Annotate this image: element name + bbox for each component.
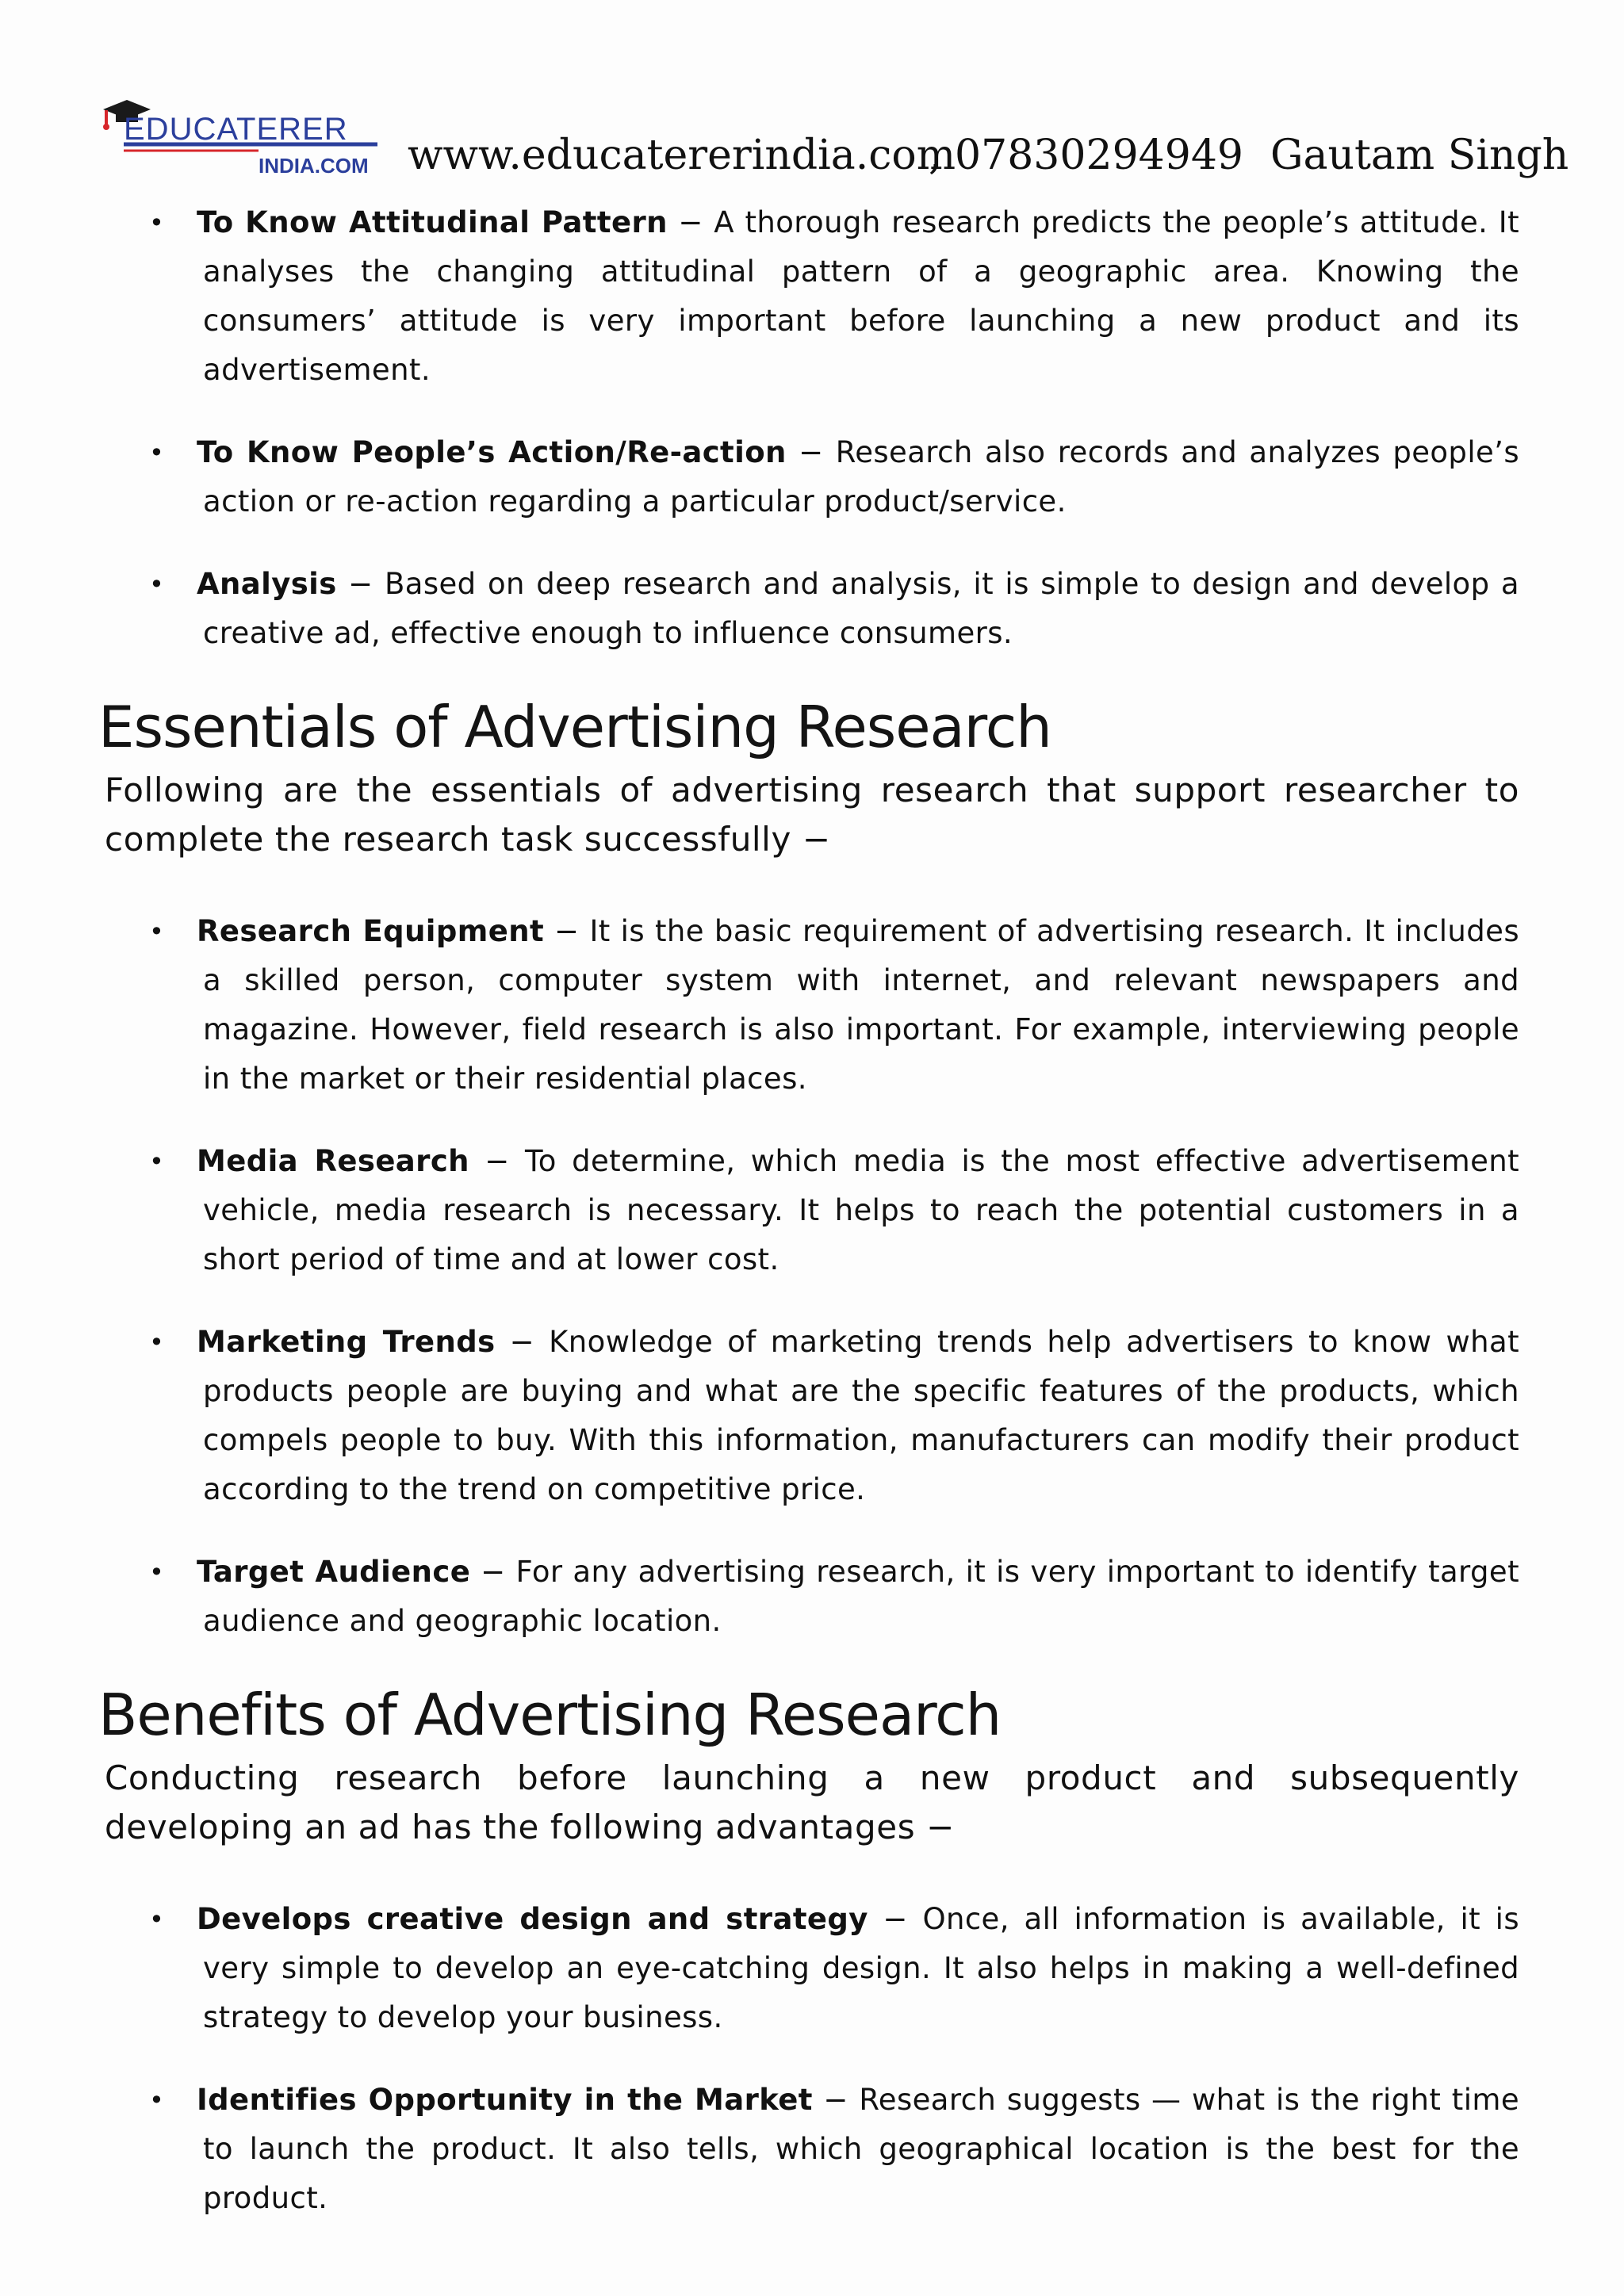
bullet-icon: • [149, 1904, 165, 1934]
list-item [100, 1895, 1519, 2042]
essentials-heading: Essentials of Advertising Research [98, 694, 1051, 760]
bullet-icon: • [149, 1557, 165, 1587]
benefits-intro: Conducting research before launching a new product and subsequently developing an ad has the following advantages − [105, 1758, 1519, 1846]
item-text: − Research suggests — what is the right time to launch the product. It also tells, which geographical location is the best for the product. [203, 2083, 1520, 2215]
item-text: − Once, all information is available, it is very simple to develop an eye-catching design. It also helps in making a well-defined strategy to develop your business. [203, 1902, 1520, 2034]
bullet-icon: • [149, 916, 165, 947]
document-body [100, 198, 1519, 2256]
item-text: − For any advertising research, it is very important to identify target audience and geographic location. [203, 1555, 1519, 1638]
author-name: Gautam Singh [1270, 132, 1569, 179]
item-term: Identifies Opportunity in the Market [197, 2083, 813, 2117]
item-term: Target Audience [197, 1555, 471, 1589]
list-item [100, 1137, 1519, 1284]
item-text: − Based on deep research and analysis, it is simple to design and develop a creative ad, effective enough to influence consumers. [203, 567, 1519, 650]
essentials-list [100, 907, 1519, 1646]
list-item [100, 428, 1519, 526]
benefits-heading: Benefits of Advertising Research [98, 1682, 1002, 1748]
page-header [100, 94, 1569, 189]
list-item [100, 2076, 1519, 2223]
bullet-icon: • [149, 1327, 165, 1357]
item-text: − Knowledge of marketing trends help advertisers to know what products people are buying and what are the specific features of the products, which compels people to buy. With this information, manufacturers can modify their product according to the trend on competitive price. [203, 1325, 1519, 1506]
list-item [100, 198, 1519, 395]
bullet-icon: • [149, 208, 165, 238]
item-text: − To determine, which media is the most effective advertisement vehicle, media research is necessary. It helps to reach the potential customers in a short period of time and at lower cost. [203, 1144, 1519, 1276]
item-term: Research Equipment [197, 914, 545, 948]
bullet-icon: • [149, 438, 165, 468]
list-item [100, 907, 1519, 1104]
item-text: − It is the basic requirement of advertising research. It includes a skilled person, computer system with internet, and relevant newspapers and magazine. However, field research is also important. For example, interviewing people in the market or their residential places. [203, 914, 1520, 1096]
item-term: To Know People’s Action/Re-action [197, 435, 787, 469]
list-item [100, 560, 1519, 658]
educaterer-logo [100, 94, 385, 181]
item-term: Media Research [197, 1144, 469, 1178]
item-text: − Research also records and analyzes people’s action or re-action regarding a particular product/service. [203, 435, 1519, 519]
list-item [100, 1548, 1519, 1646]
essentials-intro: Following are the essentials of advertising research that support researcher to complete the research task successfully − [105, 771, 1519, 859]
website-url[interactable]: www.educatererindia.com [408, 132, 956, 179]
item-text: − A thorough research predicts the people’s attitude. It analyses the changing attitudinal pattern of a geographic area. Knowing the consumers’ attitude is very important before launching a new product and its advertisement. [203, 205, 1520, 387]
top-bullet-list [100, 198, 1519, 658]
bullet-icon: • [149, 1146, 165, 1177]
item-term: Marketing Trends [197, 1325, 496, 1359]
list-item [100, 1318, 1519, 1514]
bullet-icon: • [149, 569, 165, 599]
benefits-list [100, 1895, 1519, 2223]
item-term: Analysis [197, 567, 337, 601]
phone-number: , 07830294949 [929, 132, 1243, 179]
logo-wordmark: EDUCATERER [124, 112, 348, 147]
bullet-icon: • [149, 2085, 165, 2115]
item-term: To Know Attitudinal Pattern [197, 205, 668, 239]
item-term: Develops creative design and strategy [197, 1902, 868, 1936]
logo-subtext: INDIA.COM [259, 154, 369, 178]
